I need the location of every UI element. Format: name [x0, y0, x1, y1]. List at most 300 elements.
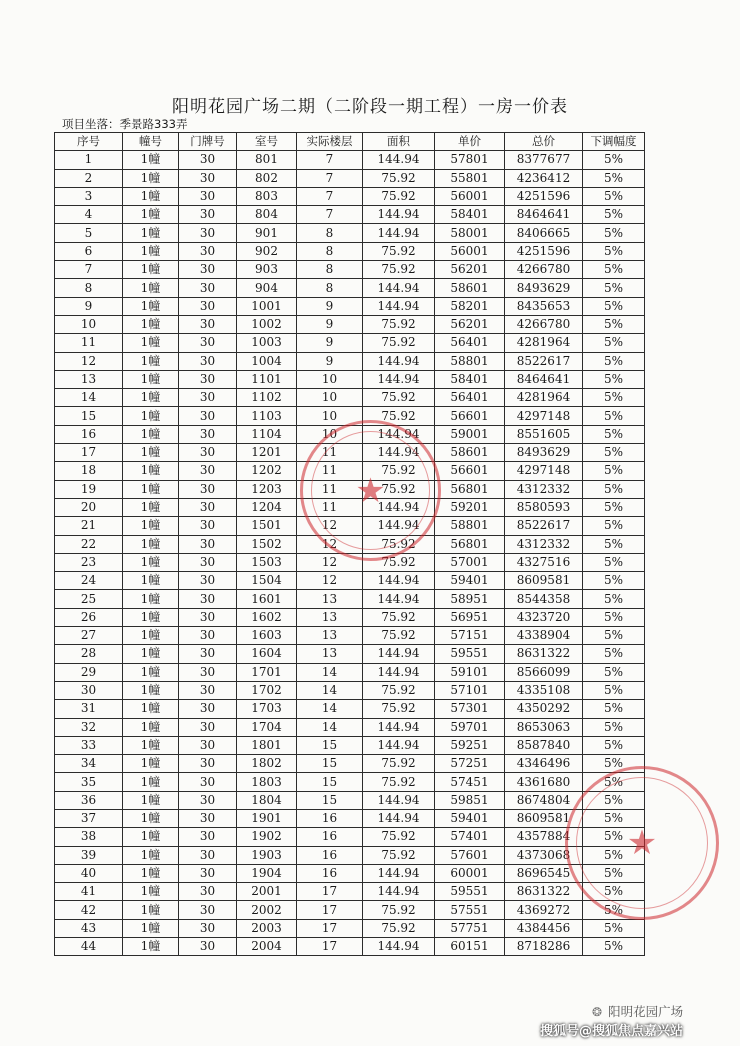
cell-floor: 9	[297, 315, 363, 333]
cell-floor: 9	[297, 334, 363, 352]
cell-discount: 5%	[583, 279, 645, 297]
cell-room: 903	[237, 261, 297, 279]
document-title: 阳明花园广场二期（二阶段一期工程）一房一价表	[172, 97, 568, 117]
cell-serial: 6	[55, 242, 123, 260]
cell-area: 144.94	[363, 864, 435, 882]
cell-building: 1幢	[123, 242, 179, 260]
cell-total-price: 4251596	[505, 242, 583, 260]
cell-area: 144.94	[363, 645, 435, 663]
cell-unit-price: 59551	[435, 883, 505, 901]
cell-unit-price: 59401	[435, 572, 505, 590]
cell-door-number: 30	[179, 242, 237, 260]
cell-building: 1幢	[123, 608, 179, 626]
cell-building: 1幢	[123, 206, 179, 224]
cell-floor: 8	[297, 242, 363, 260]
cell-area: 75.92	[363, 627, 435, 645]
cell-floor: 15	[297, 773, 363, 791]
cell-total-price: 8493629	[505, 444, 583, 462]
table-row	[55, 535, 645, 553]
cell-unit-price: 55801	[435, 169, 505, 187]
cell-floor: 15	[297, 755, 363, 773]
cell-area: 144.94	[363, 224, 435, 242]
cell-area: 144.94	[363, 370, 435, 388]
cell-total-price: 4323720	[505, 608, 583, 626]
cell-unit-price: 57401	[435, 828, 505, 846]
table-row	[55, 224, 645, 242]
cell-unit-price: 56401	[435, 334, 505, 352]
cell-building: 1幢	[123, 700, 179, 718]
cell-serial: 44	[55, 938, 123, 956]
cell-room: 1503	[237, 553, 297, 571]
column-header: 序号	[55, 133, 123, 151]
cell-door-number: 30	[179, 425, 237, 443]
cell-door-number: 30	[179, 590, 237, 608]
cell-total-price: 8587840	[505, 736, 583, 754]
table-row	[55, 663, 645, 681]
cell-discount: 5%	[583, 444, 645, 462]
cell-serial: 40	[55, 864, 123, 882]
cell-discount: 5%	[583, 828, 645, 846]
cell-building: 1幢	[123, 938, 179, 956]
cell-door-number: 30	[179, 352, 237, 370]
cell-total-price: 4335108	[505, 681, 583, 699]
cell-serial: 24	[55, 572, 123, 590]
cell-area: 144.94	[363, 590, 435, 608]
cell-room: 1004	[237, 352, 297, 370]
cell-area: 144.94	[363, 151, 435, 169]
cell-room: 1002	[237, 315, 297, 333]
column-header: 单价	[435, 133, 505, 151]
cell-total-price: 8609581	[505, 809, 583, 827]
cell-area: 75.92	[363, 681, 435, 699]
cell-door-number: 30	[179, 498, 237, 516]
cell-serial: 43	[55, 919, 123, 937]
cell-door-number: 30	[179, 535, 237, 553]
cell-total-price: 4251596	[505, 187, 583, 205]
cell-door-number: 30	[179, 828, 237, 846]
cell-door-number: 30	[179, 645, 237, 663]
cell-room: 1802	[237, 755, 297, 773]
cell-discount: 5%	[583, 334, 645, 352]
cell-discount: 5%	[583, 462, 645, 480]
cell-discount: 5%	[583, 389, 645, 407]
cell-room: 1003	[237, 334, 297, 352]
cell-door-number: 30	[179, 938, 237, 956]
cell-serial: 23	[55, 553, 123, 571]
cell-room: 1104	[237, 425, 297, 443]
cell-area: 75.92	[363, 608, 435, 626]
cell-total-price: 8609581	[505, 572, 583, 590]
cell-door-number: 30	[179, 755, 237, 773]
cell-room: 1101	[237, 370, 297, 388]
cell-total-price: 4338904	[505, 627, 583, 645]
cell-total-price: 8631322	[505, 883, 583, 901]
column-header: 室号	[237, 133, 297, 151]
cell-serial: 28	[55, 645, 123, 663]
table-header-row	[55, 133, 645, 151]
cell-discount: 5%	[583, 736, 645, 754]
cell-discount: 5%	[583, 809, 645, 827]
cell-building: 1幢	[123, 864, 179, 882]
cell-total-price: 8544358	[505, 590, 583, 608]
cell-room: 1501	[237, 517, 297, 535]
cell-area: 144.94	[363, 938, 435, 956]
watermark-source: 搜狐号@搜狐焦点嘉兴站	[540, 1024, 684, 1039]
cell-room: 1702	[237, 681, 297, 699]
cell-discount: 5%	[583, 535, 645, 553]
cell-area: 75.92	[363, 261, 435, 279]
table-row	[55, 919, 645, 937]
cell-floor: 16	[297, 864, 363, 882]
cell-floor: 17	[297, 919, 363, 937]
cell-serial: 11	[55, 334, 123, 352]
cell-total-price: 8464641	[505, 206, 583, 224]
cell-discount: 5%	[583, 755, 645, 773]
cell-floor: 11	[297, 462, 363, 480]
cell-serial: 3	[55, 187, 123, 205]
cell-unit-price: 59201	[435, 498, 505, 516]
cell-building: 1幢	[123, 425, 179, 443]
cell-total-price: 8522617	[505, 517, 583, 535]
cell-serial: 30	[55, 681, 123, 699]
cell-room: 1102	[237, 389, 297, 407]
cell-unit-price: 56201	[435, 261, 505, 279]
cell-serial: 42	[55, 901, 123, 919]
cell-unit-price: 56801	[435, 535, 505, 553]
cell-unit-price: 60151	[435, 938, 505, 956]
cell-serial: 22	[55, 535, 123, 553]
cell-building: 1幢	[123, 681, 179, 699]
cell-floor: 13	[297, 645, 363, 663]
cell-discount: 5%	[583, 919, 645, 937]
cell-serial: 4	[55, 206, 123, 224]
cell-room: 901	[237, 224, 297, 242]
cell-unit-price: 58601	[435, 444, 505, 462]
cell-building: 1幢	[123, 755, 179, 773]
cell-floor: 13	[297, 590, 363, 608]
cell-room: 1001	[237, 297, 297, 315]
cell-discount: 5%	[583, 517, 645, 535]
cell-floor: 14	[297, 663, 363, 681]
cell-building: 1幢	[123, 517, 179, 535]
cell-floor: 10	[297, 370, 363, 388]
cell-building: 1幢	[123, 791, 179, 809]
cell-building: 1幢	[123, 370, 179, 388]
cell-serial: 32	[55, 718, 123, 736]
cell-room: 902	[237, 242, 297, 260]
cell-door-number: 30	[179, 517, 237, 535]
cell-total-price: 8493629	[505, 279, 583, 297]
cell-discount: 5%	[583, 864, 645, 882]
cell-unit-price: 57751	[435, 919, 505, 937]
cell-area: 144.94	[363, 297, 435, 315]
cell-serial: 1	[55, 151, 123, 169]
cell-discount: 5%	[583, 681, 645, 699]
cell-room: 2002	[237, 901, 297, 919]
cell-floor: 10	[297, 407, 363, 425]
cell-area: 144.94	[363, 279, 435, 297]
cell-total-price: 4297148	[505, 407, 583, 425]
cell-building: 1幢	[123, 736, 179, 754]
cell-area: 144.94	[363, 206, 435, 224]
cell-floor: 10	[297, 389, 363, 407]
cell-room: 1204	[237, 498, 297, 516]
cell-room: 1804	[237, 791, 297, 809]
cell-room: 1601	[237, 590, 297, 608]
cell-unit-price: 57601	[435, 846, 505, 864]
cell-building: 1幢	[123, 883, 179, 901]
cell-building: 1幢	[123, 773, 179, 791]
cell-room: 2004	[237, 938, 297, 956]
column-header: 实际楼层	[297, 133, 363, 151]
cell-building: 1幢	[123, 901, 179, 919]
cell-room: 1201	[237, 444, 297, 462]
cell-building: 1幢	[123, 809, 179, 827]
cell-building: 1幢	[123, 480, 179, 498]
cell-building: 1幢	[123, 297, 179, 315]
cell-room: 1801	[237, 736, 297, 754]
cell-serial: 5	[55, 224, 123, 242]
cell-discount: 5%	[583, 901, 645, 919]
cell-door-number: 30	[179, 809, 237, 827]
cell-floor: 13	[297, 608, 363, 626]
cell-area: 75.92	[363, 919, 435, 937]
cell-room: 1602	[237, 608, 297, 626]
cell-area: 75.92	[363, 242, 435, 260]
cell-serial: 25	[55, 590, 123, 608]
table-row	[55, 791, 645, 809]
cell-area: 75.92	[363, 700, 435, 718]
cell-serial: 39	[55, 846, 123, 864]
table-row	[55, 681, 645, 699]
watermark-brand-text: 阳明花园广场	[608, 1004, 684, 1019]
cell-floor: 15	[297, 791, 363, 809]
cell-total-price: 4369272	[505, 901, 583, 919]
cell-room: 1603	[237, 627, 297, 645]
cell-door-number: 30	[179, 370, 237, 388]
cell-area: 75.92	[363, 828, 435, 846]
cell-unit-price: 58401	[435, 206, 505, 224]
cell-area: 75.92	[363, 389, 435, 407]
wechat-icon: ❂	[592, 1005, 603, 1019]
cell-total-price: 8566099	[505, 663, 583, 681]
cell-door-number: 30	[179, 389, 237, 407]
cell-unit-price: 58601	[435, 279, 505, 297]
cell-unit-price: 60001	[435, 864, 505, 882]
cell-unit-price: 58801	[435, 517, 505, 535]
cell-area: 75.92	[363, 315, 435, 333]
cell-serial: 41	[55, 883, 123, 901]
table-row	[55, 517, 645, 535]
cell-unit-price: 57001	[435, 553, 505, 571]
cell-building: 1幢	[123, 352, 179, 370]
cell-area: 75.92	[363, 407, 435, 425]
cell-floor: 12	[297, 535, 363, 553]
cell-discount: 5%	[583, 187, 645, 205]
cell-floor: 12	[297, 553, 363, 571]
cell-total-price: 8718286	[505, 938, 583, 956]
table-row	[55, 370, 645, 388]
cell-serial: 9	[55, 297, 123, 315]
cell-area: 75.92	[363, 462, 435, 480]
cell-total-price: 4350292	[505, 700, 583, 718]
cell-floor: 16	[297, 809, 363, 827]
cell-unit-price: 58001	[435, 224, 505, 242]
table-row	[55, 206, 645, 224]
cell-floor: 12	[297, 572, 363, 590]
cell-discount: 5%	[583, 553, 645, 571]
cell-building: 1幢	[123, 572, 179, 590]
table-body	[55, 151, 645, 956]
cell-total-price: 8631322	[505, 645, 583, 663]
cell-unit-price: 57451	[435, 773, 505, 791]
company-seal-star-icon: ★	[355, 470, 386, 511]
cell-unit-price: 57251	[435, 755, 505, 773]
cell-room: 801	[237, 151, 297, 169]
cell-serial: 36	[55, 791, 123, 809]
table-row	[55, 938, 645, 956]
cell-floor: 7	[297, 169, 363, 187]
cell-total-price: 4384456	[505, 919, 583, 937]
cell-discount: 5%	[583, 242, 645, 260]
cell-total-price: 4297148	[505, 462, 583, 480]
cell-door-number: 30	[179, 572, 237, 590]
cell-room: 1202	[237, 462, 297, 480]
cell-area: 75.92	[363, 169, 435, 187]
cell-building: 1幢	[123, 627, 179, 645]
cell-building: 1幢	[123, 645, 179, 663]
cell-unit-price: 59251	[435, 736, 505, 754]
cell-area: 75.92	[363, 480, 435, 498]
cell-door-number: 30	[179, 718, 237, 736]
cell-area: 144.94	[363, 425, 435, 443]
cell-building: 1幢	[123, 444, 179, 462]
cell-discount: 5%	[583, 206, 645, 224]
table-row	[55, 389, 645, 407]
cell-building: 1幢	[123, 151, 179, 169]
cell-total-price: 8551605	[505, 425, 583, 443]
table-row	[55, 718, 645, 736]
cell-total-price: 8464641	[505, 370, 583, 388]
column-header: 幢号	[123, 133, 179, 151]
cell-unit-price: 59401	[435, 809, 505, 827]
cell-serial: 26	[55, 608, 123, 626]
cell-serial: 20	[55, 498, 123, 516]
cell-serial: 27	[55, 627, 123, 645]
cell-door-number: 30	[179, 553, 237, 571]
cell-total-price: 4346496	[505, 755, 583, 773]
table-row	[55, 864, 645, 882]
cell-discount: 5%	[583, 151, 645, 169]
cell-door-number: 30	[179, 608, 237, 626]
cell-area: 75.92	[363, 334, 435, 352]
cell-unit-price: 56601	[435, 462, 505, 480]
cell-unit-price: 59551	[435, 645, 505, 663]
cell-total-price: 4312332	[505, 535, 583, 553]
cell-serial: 35	[55, 773, 123, 791]
cell-serial: 21	[55, 517, 123, 535]
cell-building: 1幢	[123, 498, 179, 516]
cell-floor: 12	[297, 517, 363, 535]
table-row	[55, 279, 645, 297]
table-row	[55, 425, 645, 443]
table-row	[55, 736, 645, 754]
cell-door-number: 30	[179, 480, 237, 498]
cell-discount: 5%	[583, 645, 645, 663]
cell-building: 1幢	[123, 846, 179, 864]
cell-total-price: 4357884	[505, 828, 583, 846]
cell-area: 144.94	[363, 498, 435, 516]
cell-floor: 8	[297, 224, 363, 242]
cell-floor: 14	[297, 700, 363, 718]
cell-building: 1幢	[123, 169, 179, 187]
table-row	[55, 187, 645, 205]
cell-building: 1幢	[123, 279, 179, 297]
cell-floor: 14	[297, 681, 363, 699]
table-row	[55, 444, 645, 462]
cell-door-number: 30	[179, 846, 237, 864]
cell-door-number: 30	[179, 627, 237, 645]
cell-building: 1幢	[123, 334, 179, 352]
table-row	[55, 407, 645, 425]
table-row	[55, 627, 645, 645]
cell-unit-price: 57301	[435, 700, 505, 718]
cell-floor: 15	[297, 736, 363, 754]
cell-serial: 12	[55, 352, 123, 370]
cell-total-price: 4361680	[505, 773, 583, 791]
cell-serial: 10	[55, 315, 123, 333]
cell-room: 1902	[237, 828, 297, 846]
cell-door-number: 30	[179, 663, 237, 681]
cell-room: 1604	[237, 645, 297, 663]
cell-unit-price: 58801	[435, 352, 505, 370]
price-table	[54, 132, 645, 956]
cell-door-number: 30	[179, 444, 237, 462]
table-row	[55, 846, 645, 864]
cell-serial: 18	[55, 462, 123, 480]
cell-unit-price: 59701	[435, 718, 505, 736]
cell-serial: 8	[55, 279, 123, 297]
cell-floor: 16	[297, 828, 363, 846]
table-row	[55, 352, 645, 370]
cell-door-number: 30	[179, 151, 237, 169]
table-row	[55, 645, 645, 663]
table-row	[55, 242, 645, 260]
cell-total-price: 8435653	[505, 297, 583, 315]
project-location: 项目坐落：季景路333弄	[62, 117, 188, 131]
cell-unit-price: 59851	[435, 791, 505, 809]
cell-unit-price: 57101	[435, 681, 505, 699]
table-row	[55, 883, 645, 901]
table-row	[55, 462, 645, 480]
cell-door-number: 30	[179, 334, 237, 352]
cell-door-number: 30	[179, 919, 237, 937]
cell-discount: 5%	[583, 297, 645, 315]
cell-area: 75.92	[363, 187, 435, 205]
cell-discount: 5%	[583, 407, 645, 425]
cell-building: 1幢	[123, 389, 179, 407]
cell-unit-price: 58201	[435, 297, 505, 315]
cell-discount: 5%	[583, 846, 645, 864]
cell-serial: 31	[55, 700, 123, 718]
cell-room: 1903	[237, 846, 297, 864]
cell-discount: 5%	[583, 224, 645, 242]
cell-area: 75.92	[363, 846, 435, 864]
cell-unit-price: 56201	[435, 315, 505, 333]
cell-total-price: 4266780	[505, 315, 583, 333]
cell-building: 1幢	[123, 187, 179, 205]
cell-building: 1幢	[123, 828, 179, 846]
